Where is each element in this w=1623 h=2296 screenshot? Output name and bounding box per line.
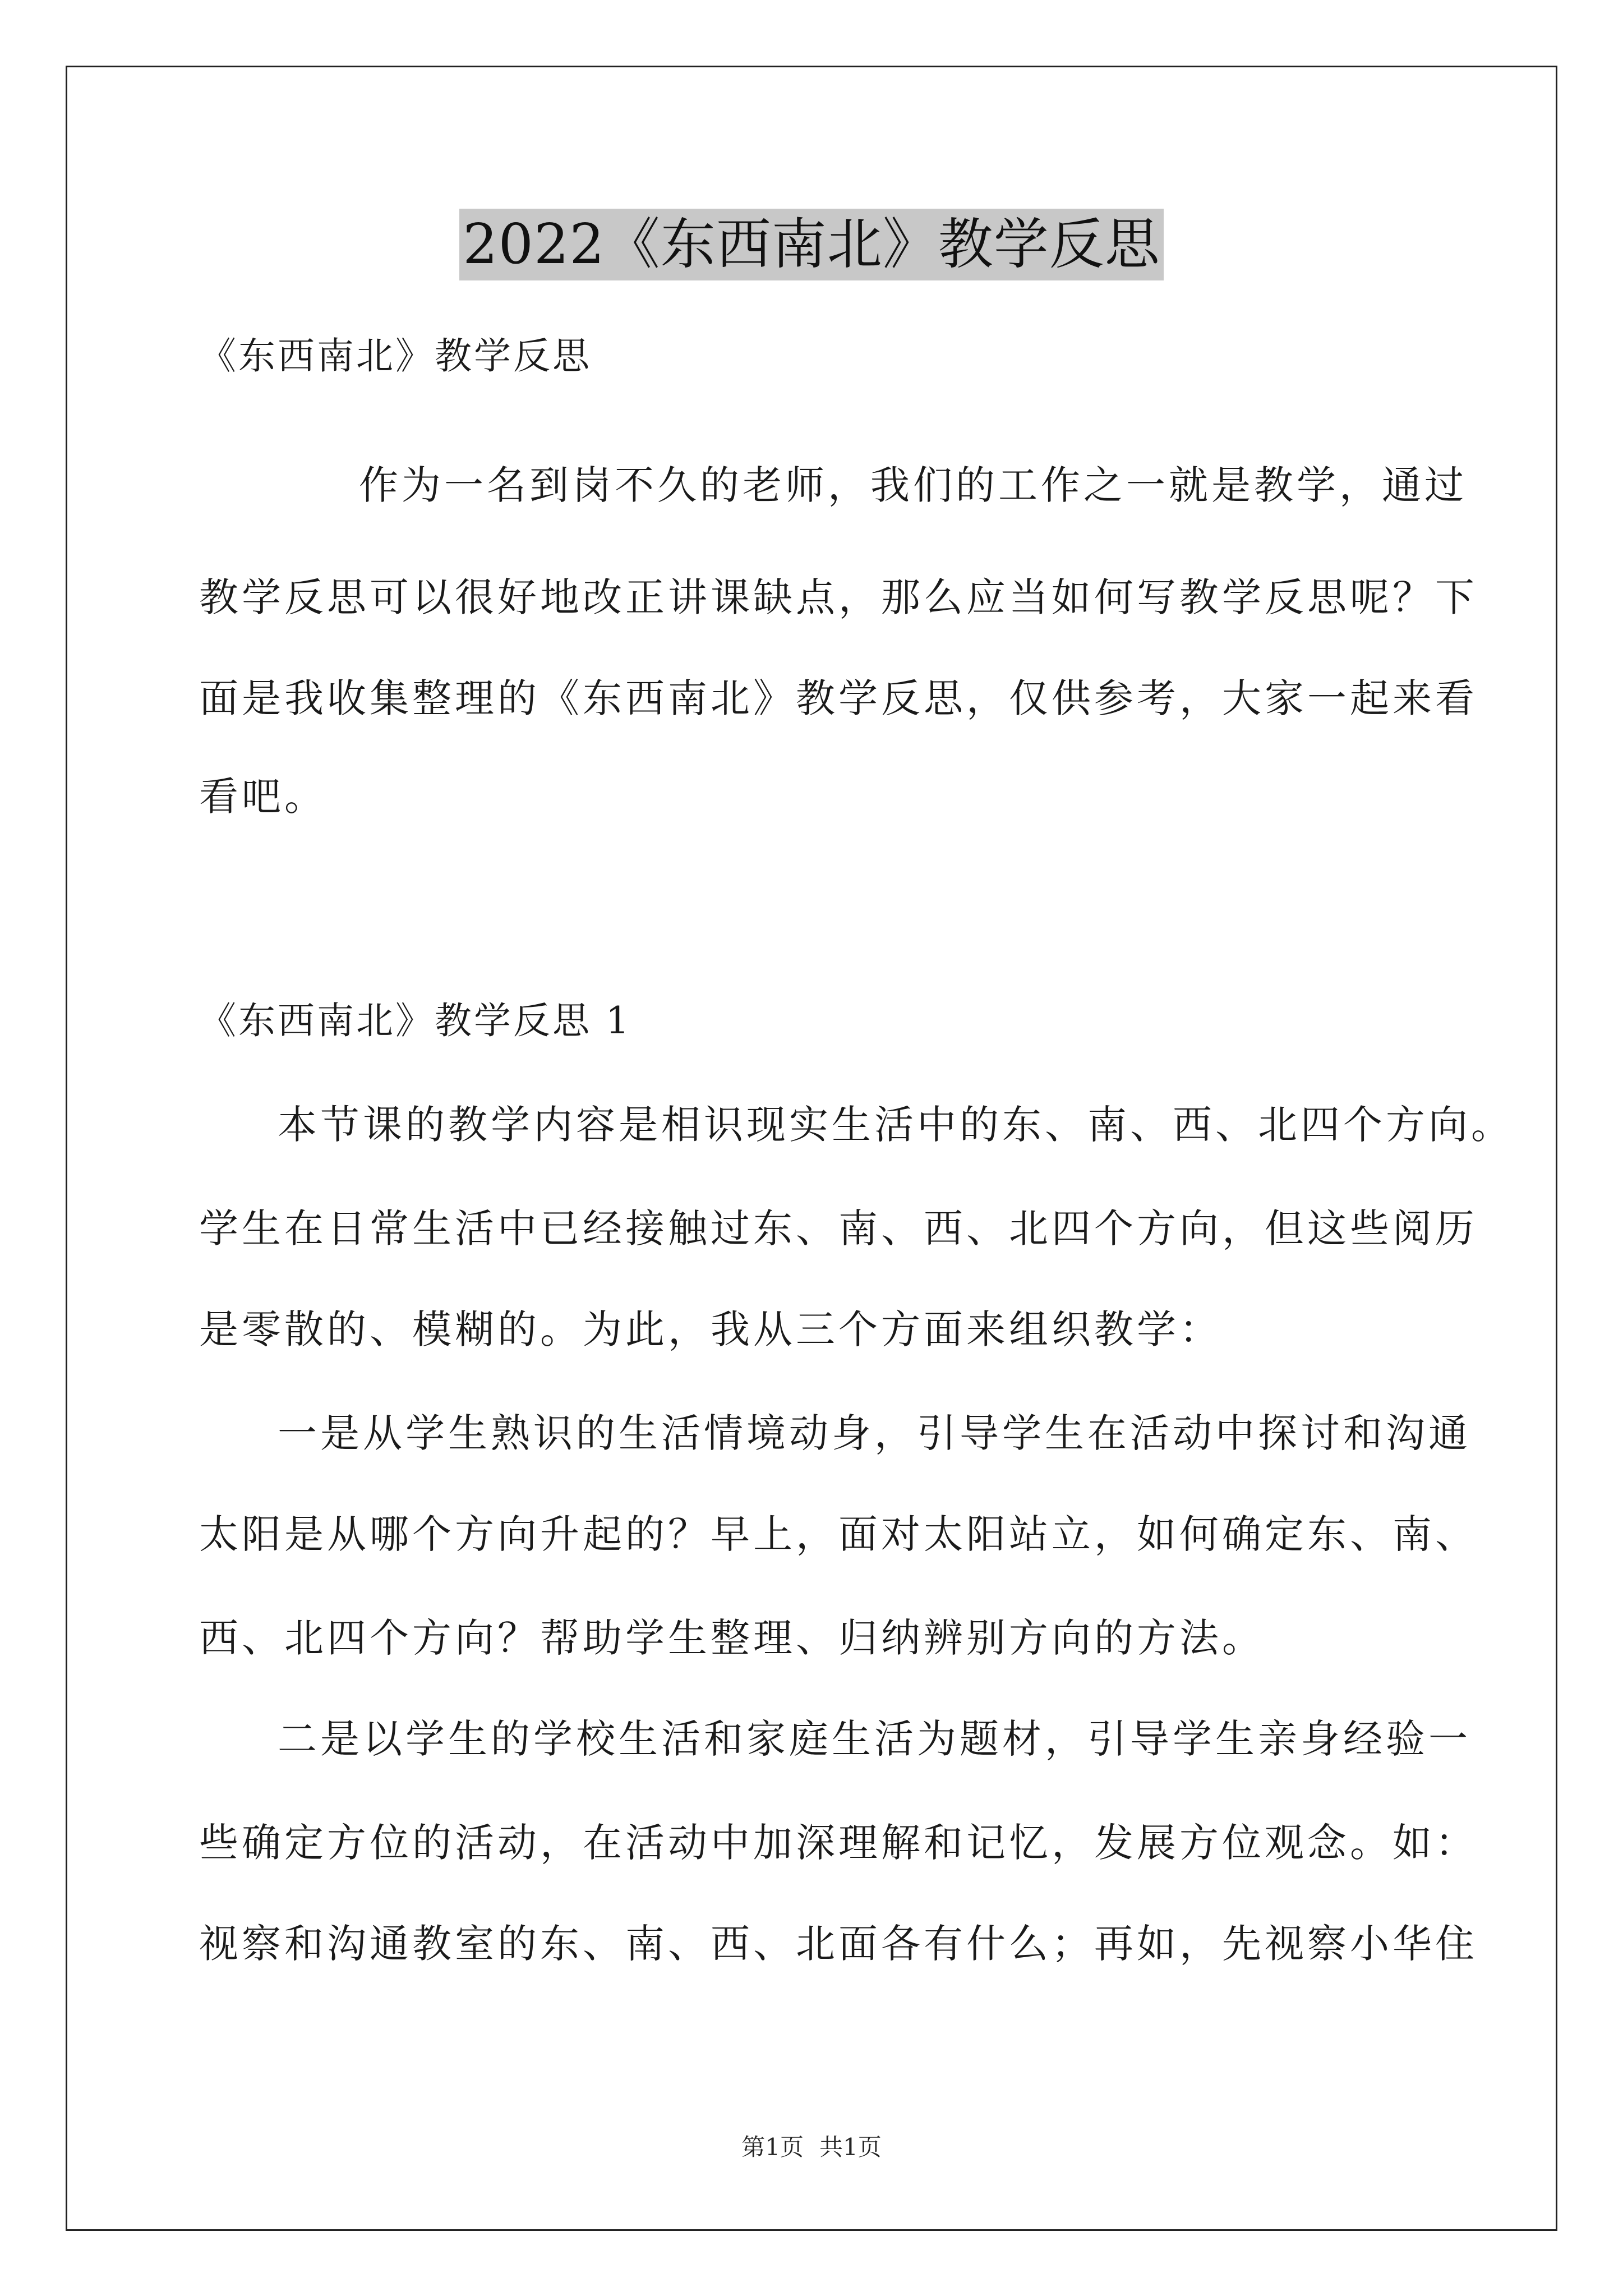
document-title: 2022《东西南北》教学反思 — [459, 209, 1163, 280]
body-line: 一是从学生熟识的生活情境动身，引导学生在活动中探讨和沟通 — [278, 1410, 1471, 1456]
section-heading: 《东西南北》教学反思 1 — [199, 999, 631, 1042]
intro-line: 面是我收集整理的《东西南北》教学反思，仅供参考，大家一起来看 — [199, 675, 1478, 721]
body-line: 太阳是从哪个方向升起的？早上，面对太阳站立，如何确定东、南、 — [199, 1511, 1478, 1557]
body-line: 西、北四个方向？帮助学生整理、归纳辨别方向的方法。 — [199, 1615, 1265, 1661]
page-footer — [0, 2132, 1623, 2163]
body-line: 些确定方位的活动，在活动中加深理解和记忆，发展方位观念。如： — [199, 1820, 1478, 1866]
subtitle: 《东西南北》教学反思 — [199, 334, 592, 378]
page-number: 第1页 — [741, 2133, 804, 2161]
title-wrap — [0, 209, 1623, 280]
body-line: 二是以学生的学校生活和家庭生活为题材，引导学生亲身经验一 — [278, 1716, 1471, 1762]
body-line: 学生在日常生活中已经接触过东、南、西、北四个方向，但这些阅历 — [199, 1205, 1478, 1251]
page-total: 共1页 — [819, 2133, 882, 2161]
intro-line: 看吧。 — [199, 774, 327, 820]
body-line: 视察和沟通教室的东、南、西、北面各有什么；再如，先视察小华住 — [199, 1921, 1478, 1967]
intro-line: 作为一名到岗不久的老师，我们的工作之一就是教学，通过 — [359, 462, 1467, 508]
intro-line: 教学反思可以很好地改正讲课缺点，那么应当如何写教学反思呢？下 — [199, 574, 1478, 620]
body-line: 是零散的、模糊的。为此，我从三个方面来组织教学： — [199, 1306, 1222, 1352]
body-line: 本节课的教学内容是相识现实生活中的东、南、西、北四个方向。 — [278, 1102, 1514, 1148]
